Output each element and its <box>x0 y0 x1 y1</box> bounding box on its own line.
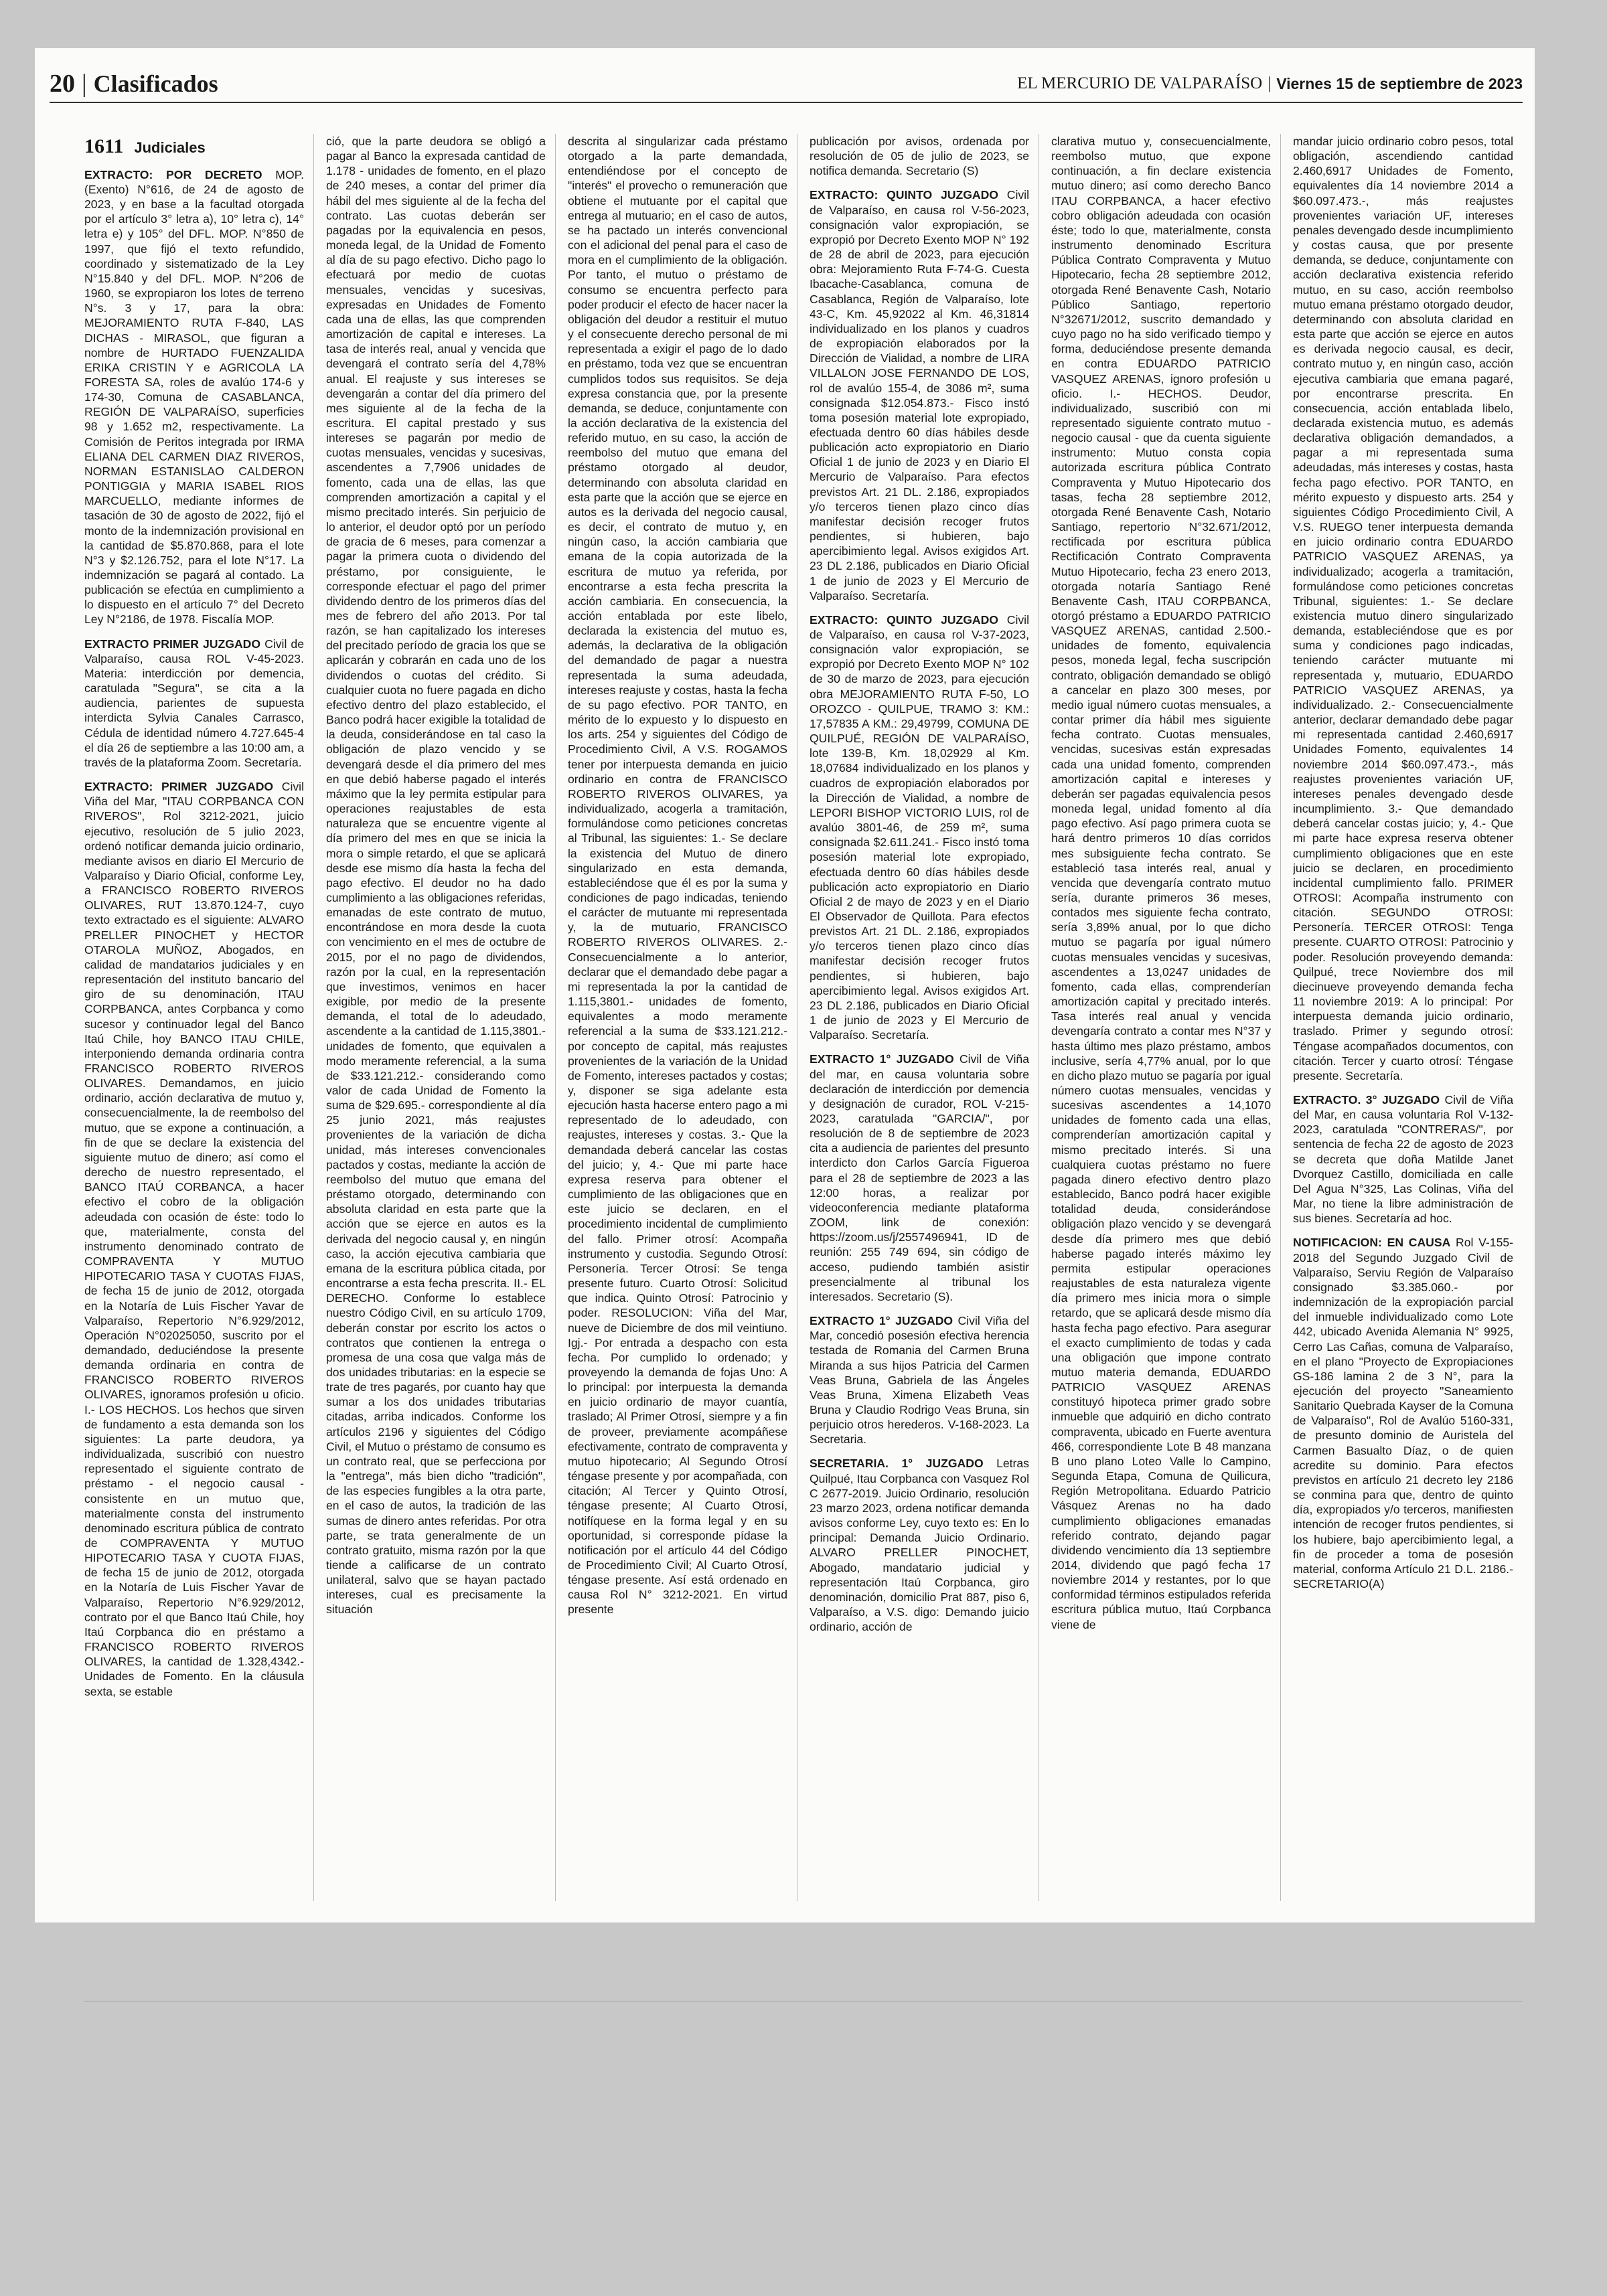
rubric-name: Judiciales <box>134 139 206 156</box>
notice-body: Rol V-155-2018 del Segundo Juzgado Civil de Valparaíso, Serviu Región de Valparaíso consignado $3.385.060.- por indemnización de la expropiación parcial del inmueble individualizado como Lote 442, ubicado Avenida Alemania N° 9925, Cerro Las Cañas, comuna de Valparaíso, en el plano "Proyecto de Expropiaciones GS-186 lamina 2 de 3 N°, para la ejecución del proyecto "Saneamiento Sanitario Quebrada Kayser de la Comuna de Valparaíso", Rol de Avalúo 5160-331, de presunto dominio de Auristela del Carmen Basualto Díaz, o de quien acredite su dominio. Para efectos previstos en artículo 21 decreto ley 2186 se conmina para que, dentro de quinto día, expropiados y/o terceros, manifiesten intención de recoger frutos pendientes, si los hubiere, bajo apercibimiento legal, a fin de proceder a toma de posesión material, conforma Artículo 21 D.L. 2186.- SECRETARIO(A) <box>1293 1236 1513 1590</box>
header-separator-right: | <box>1268 74 1272 92</box>
notice-lead: EXTRACTO 1° JUZGADO <box>810 1314 953 1328</box>
notice <box>84 167 304 627</box>
notice-lead: EXTRACTO: POR DECRETO <box>84 167 262 181</box>
header-separator: | <box>82 70 87 98</box>
notice-body: descrita al singularizar cada préstamo otorgado a la parte demandada, entendiéndose por el concepto de "interés" el provecho o remuneración que obtiene el mutuante por el capital que entrega al mutuario; en el caso de autos, se ha pactado un interés convencional con el adicional del penal para el caso de mora en el cumplimiento de la obligación. Por tanto, el mutuo o préstamo de consumo se encuentra perfecto para poder producir el efecto de hacer nacer la obligación del deudor a restituir el mutuo y el consecuente derecho personal de mi representada a exigir el pago de lo dado en préstamo, toda vez que se encuentran cumplidos todos sus requisitos. Se deja expresa constancia que, por la presente demanda, se deduce, conjuntamente con la acción declarativa de la existencia del referido mutuo, en su caso, la acción de reembolso del mutuo que emana del préstamo otorgado al deudor, determinando con absoluta claridad en esta parte que la acción que se ejerce en autos es la derivada del negocio causal, es decir, el contrato de mutuo y, en ningún caso, la acción cambiaria que emana de la copia autorizada de la escritura de mutuo ya referida, por encontrarse a esta fecha prescrita la acción cambiaria. En consecuencia, la acción entablada por este libelo, declarada la existencia del mutuo es, además, la declarativa de la obligación del demandado de pagar a nuestra representada la suma adeudada, intereses reajuste y costas, hasta la fecha de su pago efectivo. POR TANTO, en mérito de lo expuesto y lo dispuesto en los arts. 254 y siguientes del Código de Procedimiento Civil, A V.S. ROGAMOS tener por interpuesta demanda en juicio ordinario en contra de FRANCISCO ROBERTO RIVEROS OLIVARES, ya individualizado, acogerla a tramitación, formulándose como peticiones concretas al Tribunal, las siguientes: 1.- Se declare la existencia del Mutuo de dinero singularizado en esta demanda, estableciéndose que él es por la suma y condiciones de pago indicadas, teniendo el carácter de mutuante mi representada y, la de mutuario, FRANCISCO ROBERTO RIVEROS OLIVARES. 2.- Consecuencialmente a lo anterior, declarar que el demandado debe pagar a mi representada la por la cantidad de 1.115,3801.- unidades de fomento, equivalentes a modo meramente referencial a la suma de $33.121.212.- por concepto de capital, más reajustes provenientes de la variación de la Unidad de Fomento, intereses pactados y costas; y, disponer se siga adelante esta ejecución hasta hacerse entero pago a mi representado de lo adeudado, con reajustes, intereses y costas. 3.- Que la demandada deberá cancelar las costas del juicio; y, 4.- Que mi parte hace expresa reserva para obtener el cumplimiento de las obligaciones que en este juicio se declaren, en el procedimiento incidental de cumplimiento del fallo. Primer otrosí: Acompaña instrumento y custodia. Segundo Otrosí: Personería. Tercer Otrosí: Se tenga presente futuro. Cuarto Otrosí: Solicitud que indica. Quinto Otrosí: Patrocinio y poder. RESOLUCION: Viña del Mar, nueve de Diciembre de dos mil veintiuno. Igj.- Por entrada a despacho con esta fecha. Por cumplido lo ordenado; y proveyendo la demanda de fojas Uno: A lo principal: por interpuesta la demanda en juicio ordinario de mayor cuantía, traslado; Al Primer Otrosí, siempre y a fin de proveer, previamente acompáñese efectivamente, contrato de compraventa y mutuo hipotecario; Al Segundo Otrosí téngase presente y por acompañada, con citación; Al Tercer y Quinto Otrosí, téngase presente; Al Cuarto Otrosí, notifíquese en la forma legal y en su oportunidad, si corresponde pídase la notificación por el artículo 44 del Código de Procedimiento Civil; Al Cuarto Otrosí, téngase presente. Así está ordenado en causa Rol N° 3212-2021. En virtud presente <box>568 135 787 1617</box>
notice-body: Letras Quilpué, Itau Corpbanca con Vasquez Rol C 2677-2019. Juicio Ordinario, resolución 23 marzo 2023, ordena notificar demanda avisos conforme Ley, cuyo texto es: En lo principal: Demanda Juicio Ordinario. ALVARO PRELLER PINOCHET, Abogado, mandatario judicial y representación Itaú Corpbanca, giro denominación, domicilio Prat 887, piso 6, Valparaíso, a V.S. digo: Demando juicio ordinario, acción de <box>810 1457 1029 1634</box>
notice-lead: EXTRACTO. 3° JUZGADO <box>1293 1093 1440 1106</box>
notice-continuation <box>810 134 1029 178</box>
notice <box>810 612 1029 1043</box>
notice-columns <box>84 134 1523 1901</box>
page-header <box>50 66 1523 103</box>
notice-body: Civil de Viña del Mar, en causa voluntaria Rol V-132-2023, caratulada "CONTRERAS/", por sentencia de fecha 22 de agosto de 2023 se decreta que doña Matilde Janet Dvorquez Castillo, domiciliada en calle Del Agua N°325, Las Colinas, Viña del Mar, no tiene la libre administración de sus bienes. Secretaría ad hoc. <box>1293 1093 1514 1226</box>
notice <box>810 1313 1029 1447</box>
notice-body: MOP. (Exento) N°616, de 24 de agosto de 2023, y en base a la facultad otorgada por el artículo 3° letra a), 10° letra c), 14° letra e) y 105° del DFL. MOP. N°850 de 1997, que fijó el texto refundido, coordinado y sistematizado de la Ley N°15.840 y del DFL. MOP. N°206 de 1960, se expropiaron los lotes de terreno N°s. 3 y 17, para la obra: MEJORAMIENTO RUTA F-840, LAS DICHAS - MIRASOL, que figuran a nombre de HURTADO FUENZALIDA ERIKA CRISTIN Y e AGRICOLA LA FORESTA SA, roles de avalúo 174-6 y 174-30, Comuna de CASABLANCA, REGIÓN DE VALPARAÍSO, superficies 98 y 1.652 m2, respectivamente. La Comisión de Peritos integrada por IRMA ELIANA DEL CARMEN DIAZ RIVEROS, NORMAN ESTANISLAO CALDERON PONTIGGIA y MARIA ISABEL RIOS MARCUELLO, mediante informes de tasación de 30 de agosto de 2022, fijó el monto de la indemnización provisional en la cantidad de $5.870.868, para el lote N°3 y $2.126.752, para el lote N°17. La indemnización se pagará al contado. La publicación se efectúa en cumplimiento a lo dispuesto en el artículo 7° del Decreto Ley N°2186, de 1978. Fiscalía MOP. <box>84 167 304 627</box>
notice-lead: EXTRACTO: QUINTO JUZGADO <box>810 612 998 627</box>
header-left <box>50 69 218 98</box>
notice-lead: NOTIFICACION: EN CAUSA <box>1293 1236 1451 1250</box>
notice-body: clarativa mutuo y, consecuencialmente, reembolso mutuo, que expone continuación, a fin declare existencia mutuo dinero; así como derecho Banco ITAU CORPBANCA, a hacer efectivo cobro obligación adeudada con ocasión éste; todo lo que, materialmente, consta instrumento denominado Escritura Pública Contrato Compraventa y Mutuo Hipotecario, fecha 28 septiembre 2012, otorgada René Benavente Cash, Notario Público Santiago, repertorio N°32671/2012, suscrito demandado y cuyo pago no ha sido verificado tiempo y forma, deduciéndose presente demanda en contra EDUARDO PATRICIO VASQUEZ ARENAS, ignoro profesión u oficio. I.- HECHOS. Deudor, individualizado, suscribió con mi representado siguiente contrato mutuo - negocio causal - que da cuenta siguiente instrumento: Mutuo consta copia autorizada escritura pública Contrato Compraventa y Mutuo Hipotecario dos tasas, fecha 28 septiembre 2012, otorgada René Benavente Cash, Notario Santiago, repertorio N°32.671/2012, rectificada por escritura pública Rectificación Contrato Compraventa Mutuo Hipotecario, fecha 23 enero 2013, otorgada notaría Santiago René Benavente Cash, ITAU CORPBANCA, otorgó préstamo a EDUARDO PATRICIO VASQUEZ ARENAS, cantidad 2.500.- unidades de fomento, equivalencia pesos, moneda legal, fecha suscripción contrato, obligación demandado se obligó a cancelar en plazo 300 meses, por medio igual número cuotas mensuales, a contar primer día hábil mes siguiente fecha contrato. Cuotas mensuales, vencidas, sucesivas están expresadas cada una unidad fomento, comprenden amortización capital e intereses y deberán ser pagadas equivalencia pesos moneda legal, unidad fomento al día pago efectivo. Así pago primera cuota se hará dentro primeros 10 días corridos mes subsiguiente fecha contrato. Se estableció tasa interés real, anual y vencida que devengaría contrato mutuo sería, durante primeros 36 meses, contados mes siguiente fecha contrato, sería 3,89% anual, por lo que dicho mutuo se pagaría por igual número cuotas mensuales vencidas y sucesivas, ascendentes a 13,0247 unidades de fomento, cada ellas, comprenderían amortización capital y precitado interés. Tasa interés real anual y vencida devengaría contrato a contar mes N°37 y hasta último mes plazo préstamo, ambos inclusive, sería 4,77% anual, por lo que en dicho plazo mutuo se pagaría por igual número cuotas mensuales, vencidas y sucesivas ascendentes a 14,1070 unidades de fomento cada una ellas, comprenderían amortización capital y mismo precitado interés. Si una cualquiera cuotas préstamo no fuere pagada dinero efectivo dentro plazo establecido, Banco podrá hacer exigible totalidad deuda, considerándose obligación plazo vencido y se devengará desde día primero mes que debió haberse pagado interés máximo ley permita estipular operaciones reajustables de esta naturaleza vigente día primero mes inicia mora o simple retardo, que se aplicará desde mismo día hasta fecha pago efectivo. Para asegurar el exacto cumplimiento de todas y cada una obligación que impone contrato mutuo materia demanda, EDUARDO PATRICIO VASQUEZ ARENAS constituyó hipoteca primer grado sobre inmueble que adquirió en dicho contrato compraventa, ubicado en Fuerte aventura 466, correspondiente Lote B 48 manzana B uno plano Loteo Valle lo Campino, Segunda Etapa, Comuna de Quilicura, Región Metropolitana. Eduardo Patricio Vásquez Arenas no ha dado cumplimiento obligaciones emanadas referido contrato, dejando pagar dividendo vencimiento día 13 septiembre 2014, dividendo que pagó fecha 17 noviembre 2014 y restantes, por lo que conformidad términos estipulados referida escritura pública mutuo, Itaú Corpbanca viene de <box>1051 135 1271 1631</box>
header-right <box>1017 74 1523 93</box>
notice-body: Civil de Valparaíso, en causa rol V-37-2023, consignación valor expropiación, se expropió por Decreto Exento MOP N° 102 de 30 de marzo de 2023, para ejecución obra MEJORAMIENTO RUTA F-50, LO OROZCO - QUILPUE, TRAMO 3: KM.: 17,57835 A KM.: 29,49799, COMUNA DE QUILPUÉ, REGIÓN DE VALPARAÍSO, lote 139-B, Km. 18,02929 al Km. 18,07684 individualizado en los planos y cuadros de expropiación elaborados por la Dirección de Vialidad, a nombre de LEPORI BISHOP VICTORIO LUIS, rol de avalúo 3801-46, de 259 m², suma consignada $2.611.241.- Fisco instó toma posesión material lote expropiado, efectuada dentro 60 días hábiles desde publicación acto expropiatorio en Diario Oficial 2 de mayo de 2023 y en el Diario El Observador de Quillota. Para efectos previstos Art. 21 DL. 2.186, expropiados y/o terceros tienen plazo cinco días manifestar decisión recoger frutos pendientes, si hubieren, bajo apercibimiento legal. Avisos exigidos Art. 23 DL 2.186, publicados en Diario Oficial 1 de junio de 2023 y El Mercurio de Valparaíso. Secretaría. <box>810 612 1029 1042</box>
notice <box>810 1052 1029 1304</box>
column-6 <box>1293 134 1523 1901</box>
notice-lead: EXTRACTO 1° JUZGADO <box>810 1052 954 1066</box>
column-4 <box>810 134 1039 1901</box>
notice-body: publicación por avisos, ordenada por resolución de 05 de julio de 2023, se notifica demanda. Secretario (S) <box>810 135 1029 178</box>
notice-lead: SECRETARIA. 1° JUZGADO <box>810 1457 984 1471</box>
notice <box>84 637 304 770</box>
rubric <box>84 134 304 159</box>
notice-body: ció, que la parte deudora se obligó a pagar al Banco la expresada cantidad de 1.178 - unidades de fomento, en el plazo de 240 meses, a contar del primer día hábil del mes siguiente al de la fecha del contrato. Las cuotas deberán ser pagadas por la equivalencia en pesos, moneda legal, de la Unidad de Fomento al día de su pago efectivo. Dicho pago lo efectuará por medio de cuotas mensuales, vencidas y sucesivas, expresadas en Unidades de Fomento cada una de ellas, las que comprenden amortización de capital e intereses. La tasa de interés real, anual y vencida que devengará el contrato sería del 4,78% anual. El reajuste y sus intereses se devengarán a contar del día primero del mes siguiente al de la fecha de la escritura. El capital prestado y sus intereses se pagarán por medio de cuotas mensuales, vencidas y sucesivas, ascendentes a 7,7906 unidades de fomento, cada una de ellas, las que comprenden amortización a capital y el mismo precitado interés. Sin perjuicio de lo anterior, el deudor optó por un período de gracia de 6 meses, para comenzar a pagar la primera cuota o dividendo del préstamo, por consiguiente, le corresponde efectuar el pago del primer dividendo dentro de los primeros días del mes de febrero del año 2013. Por tal razón, se han capitalizado los intereses del precitado período de gracia los que se aplicarán y cobrarán en cada uno de los dividendos o cuotas del crédito. Si cualquier cuota no fuere pagada en dicho efectivo dentro del plazo establecido, el Banco podrá hacer exigible la totalidad de la deuda, considerándose en tal caso la obligación de plazo vencido y se devengará desde el día primero del mes en que debió haberse pagado el interés máximo que la ley permita estipular para operaciones reajustables de esta naturaleza que se encuentre vigente al día primero del mes en que se inicia la mora o simple retardo, el que se aplicará desde ese mismo día hasta la fecha del pago efectivo. El deudor no ha dado cumplimiento a las obligaciones referidas, emanadas de este contrato de mutuo, encontrándose en mora desde la cuota con vencimiento en el mes de octubre de 2015, por el no pago de dividendos, razón por la cual, en la representación que investimos, venimos en hacer exigible, por medio de la presente demanda, el total de lo adeudado, ascendente a la cantidad de 1.115,3801.- unidades de fomento, que equivalen a modo meramente referencial, a la suma de $33.121.212.- considerando como valor de cada Unidad de Fomento la suma de $29.695.- correspondiente al día 25 junio 2021, más reajustes provenientes de la variación de dicha unidad, más intereses convencionales pactados y costas, mediante la acción de reembolso del mutuo que emana del préstamo otorgado, determinando con absoluta claridad en esta parte que la acción que se ejerce en autos es la derivada del negocio causal y, en ningún caso, la acción ejecutiva cambiaria que emana de la escritura pública citada, por encontrarse a esta fecha prescrita. II.- EL DERECHO. Conforme lo establece nuestro Código Civil, en su artículo 1709, deberán constar por escrito los actos o contratos que contienen la entrega o promesa de una cosa que valga más de dos unidades tributarias: en la especie se trate de tres pagarés, por cuanto hay que sumar a los dos unidades tributarias citadas, arriba indicados. Conforme los artículos 2196 y siguientes del Código Civil, el Mutuo o préstamo de consumo es un contrato real, que se perfecciona por la "entrega", más bien dicho "tradición", de las especies fungibles a la otra parte, en el caso de autos, la tradición de las sumas de dinero antes referidas. Por otra parte, se trata generalmente de un contrato gratuito, misma razón por la que tiende a calificarse de un contrato unilateral, salvo que se hayan pactado intereses, cual es precisamente la situación <box>326 135 546 1617</box>
page-number: 20 <box>50 70 75 98</box>
notice <box>1293 1235 1513 1591</box>
notice-continuation <box>326 134 546 1617</box>
issue-date: Viernes 15 de septiembre de 2023 <box>1276 74 1523 92</box>
notice-continuation <box>568 134 787 1617</box>
notice-body: Civil de Viña del mar, en causa voluntaria sobre declaración de interdicción por demencia y designación de curador, ROL V-215-2023, caratulada "GARCIA/", por resolución de 8 de septiembre de 2023 cita a audiencia de parientes del presunto interdicto don Carlos García Figueroa para el 28 de septiembre de 2023 a las 12:00 horas, a realizar por videoconferencia mediante plataforma ZOOM, link de conexión: https://zoom.us/j/2557496941, ID de reunión: 255 749 694, sin código de acceso, pudiendo también asistir presencialmente al tribunal los interesados. Secretario (S). <box>810 1052 1029 1303</box>
notice <box>84 779 304 1699</box>
notice-lead: EXTRACTO: QUINTO JUZGADO <box>810 188 998 202</box>
column-5 <box>1051 134 1281 1901</box>
notice-body: Civil Viña del Mar, concedió posesión efectiva herencia testada de Romania del Carmen Bruna Miranda a sus hijos Patricia del Carmen Veas Bruna, Gabriela de las Ángeles Veas Bruna, Ximena Elizabeth Veas Bruna y Claudio Rodrigo Veas Bruna, sin perjuicio otros herederos. V-168-2023. La Secretaria. <box>810 1314 1029 1447</box>
newspaper-name: EL MERCURIO DE VALPARAÍSO <box>1017 74 1263 92</box>
notice-continuation <box>1293 134 1513 1083</box>
notice <box>810 187 1029 602</box>
notice-lead: EXTRACTO: PRIMER JUZGADO <box>84 780 274 794</box>
notice-body: Civil de Valparaíso, en causa rol V-56-2023, consignación valor expropiación, se expropió por Decreto Exento MOP N° 192 de 28 de abril de 2023, para ejecución obra: Mejoramiento Ruta F-74-G. Cuesta Ibacache-Casablanca, comuna de Casablanca, Región de Valparaíso, lote 43-C, Km. 45,92022 al Km. 46,31814 individualizado en los planos y cuadros de expropiación elaborados por la Dirección de Vialidad, a nombre de LIRA VILLALON JOSE FERNANDO DE LOS, rol de avalúo 155-4, de 3086 m², suma consignada $12.054.873.- Fisco instó toma posesión material lote expropiado, efectuada dentro 60 días hábiles desde publicación acto expropiatorio en Diario Oficial 1 de junio de 2023 y en Diario El Mercurio de Valparaíso. Para efectos previstos Art. 21 DL. 2.186, expropiados y/o terceros tienen plazo cinco días manifestar decisión recoger frutos pendientes, si hubieren, bajo apercibimiento legal. Avisos exigidos Art. 23 DL 2.186, publicados en Diario Oficial 1 de junio de 2023 y El Mercurio de Valparaíso. Secretaría. <box>810 188 1029 602</box>
notice <box>810 1456 1029 1634</box>
notice-continuation <box>1051 134 1271 1632</box>
notice-body: Civil de Valparaíso, causa ROL V-45-2023. Materia: interdicción por demencia, caratulada "Segura", se cita a la audiencia, parientes de supuesta interdicta Sylvia Canales Carrasco, Cédula de identidad número 4.727.645-4 el día 26 de septiembre a las 10:00 am, a través de la plataforma Zoom. Secretaría. <box>84 637 304 769</box>
notice-lead: EXTRACTO PRIMER JUZGADO <box>84 637 261 651</box>
notice <box>1293 1092 1513 1226</box>
notice-body: mandar juicio ordinario cobro pesos, total obligación, ascendiendo cantidad 2.460,6917 Unidades de Fomento, equivalentes día 14 noviembre 2014 a $60.097.473.-, más reajustes provenientes variación UF, intereses penales devengado desde incumplimiento y costas causa, que por presente demanda, se deduce, conjuntamente con acción declarativa existencia referido mutuo, en su caso, acción reembolso mutuo emana préstamo otorgado deudor, determinando con absoluta claridad en esta parte que acción se ejerce en autos es derivada negocio causal, es decir, contrato mutuo y, en ningún caso, acción ejecutiva cambiaria que emana pagaré, por encontrarse prescrita. En consecuencia, acción entablada libelo, declarada existencia mutuo, es además declarativa obligación demandados, a pagar a mi representada suma adeudadas, más intereses y costas, hasta fecha pago efectivo. POR TANTO, en mérito expuesto y dispuesto arts. 254 y siguientes Código Procedimiento Civil, A V.S. RUEGO tener interpuesta demanda en juicio ordinario contra EDUARDO PATRICIO VASQUEZ ARENAS, ya individualizado; acogerla a tramitación, formulándose como peticiones concretas Tribunal, siguientes: 1.- Se declare existencia mutuo dinero singularizado demanda, estableciéndose que es por suma y condiciones pago indicadas, teniendo carácter mutuante mi representada y, mutuario, EDUARDO PATRICIO VASQUEZ ARENAS, ya individualizado. 2.- Consecuencialmente anterior, declarar demandado debe pagar mi representada cantidad 2.460,6917 Unidades Fomento, equivalentes 14 noviembre 2014 $60.097.473.-, más reajustes provenientes variación UF, intereses penales devengado desde incumplimiento. 3.- Que demandado deberá cancelar costas juicio; y, 4.- Que mi parte hace expresa reserva obtener cumplimiento obligaciones que en este juicio se declaren, en procedimiento incidental cumplimiento fallo. PRIMER OTROSI: Acompaña instrumento con citación. SEGUNDO OTROSI: Personería. TERCER OTROSI: Tenga presente. CUARTO OTROSI: Patrocinio y poder. Resolución proveyendo demanda: Quilpué, trece Noviembre dos mil diecinueve proveyendo demanda fecha 11 noviembre 2019: A lo principal: Por interpuesta demanda juicio ordinario, traslado. Primer y segundo otrosí: Téngase acompañados documentos, con citación. Tercer y cuarto otrosí: Téngase presente. Secretaría. <box>1293 135 1513 1082</box>
section-title: Clasificados <box>93 70 218 97</box>
column-3 <box>568 134 797 1901</box>
column-2 <box>326 134 556 1901</box>
notice-body: Civil Viña del Mar, "ITAU CORPBANCA CON RIVEROS", Rol 3212-2021, juicio ejecutivo, resolución de 5 julio 2023, ordenó notificar demanda juicio ordinario, mediante avisos en diario El Mercurio de Valparaíso y Diario Oficial, conforme Ley, a FRANCISCO ROBERTO RIVEROS OLIVARES, RUT 13.870.124-7, cuyo texto extractado es el siguiente: ALVARO PRELLER PINOCHET y HECTOR OTAROLA MUÑOZ, Abogados, en calidad de mandatarios judiciales y en representación del instituto bancario del giro de su denominación, ITAU CORPBANCA, antes Corpbanca y como sucesor y continuador legal del Banco Itaú Chile, hoy BANCO ITAU CHILE, interponiendo demanda ordinaria contra FRANCISCO ROBERTO RIVEROS OLIVARES. Demandamos, en juicio ordinario, acción declarativa de mutuo y, consecuencialmente, la de reembolso del mutuo, que se expone a continuación, a fin de que se declare la existencia del siguiente mutuo de dinero; así como el derecho de nuestro representado, el BANCO ITAÚ CORBANCA, a hacer efectivo el cobro de la obligación adeudada con ocasión de éste: todo lo que, materialmente, consta del instrumento denominado contrato de COMPRAVENTA Y MUTUO HIPOTECARIO TASA Y CUOTAS FIJAS, de fecha 15 de junio de 2012, otorgada en la Notaría de Luis Fischer Yavar de Valparaíso, Repertorio N°6.929/2012, Operación N°02025050, suscrito por el demandado, deduciéndose la presente demanda ordinaria en contra de FRANCISCO ROBERTO RIVEROS OLIVARES, ignoramos profesión u oficio. I.- LOS HECHOS. Los hechos que sirven de fundamento a esta demanda son los siguientes: La parte deudora, ya individualizada, suscribió con nuestro representado el siguiente contrato de préstamo - el negocio causal - consistente en un mutuo que, materialmente consta del instrumento denominado escritura pública de contrato de COMPRAVENTA Y MUTUO HIPOTECARIO TASA Y CUOTA FIJAS, de fecha 15 de junio de 2012, otorgada en la Notaría de Luis Fischer Yavar de Valparaíso, Repertorio N°6.929/2012, contrato por el que Banco Itaú Chile, hoy Itaú Corpbanca dio en préstamo a FRANCISCO ROBERTO RIVEROS OLIVARES, la cantidad de 1.328,4342.- Unidades de Fomento. En la cláusula sexta, se estable <box>84 780 304 1698</box>
rubric-code: 1611 <box>84 135 124 157</box>
column-1 <box>84 134 314 1901</box>
bottom-rule <box>84 2001 1523 2002</box>
